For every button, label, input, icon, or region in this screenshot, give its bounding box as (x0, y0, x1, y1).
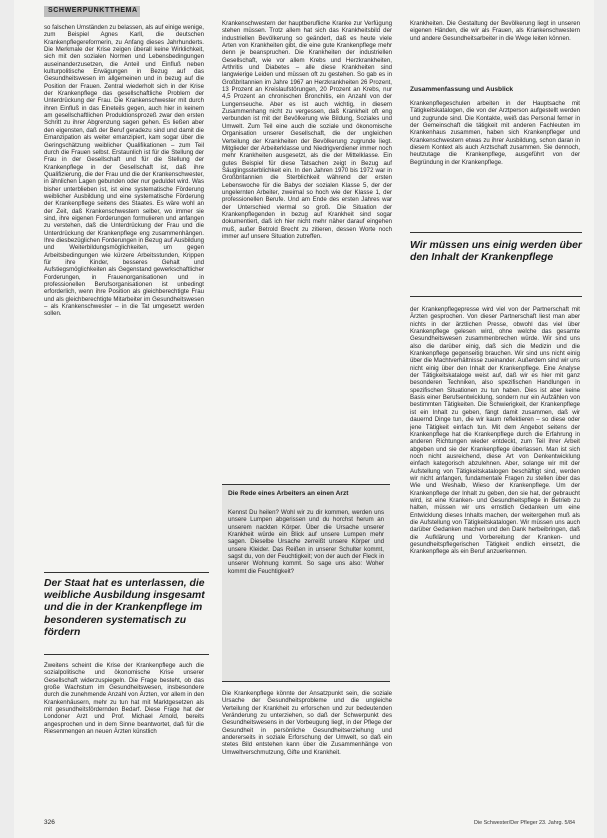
journal-citation: Die Schwester/Der Pfleger 23. Jahrg. 5/84 (474, 820, 575, 826)
column-2b-text (222, 690, 392, 815)
pull-quote-2-bottom-rule (410, 296, 582, 297)
subheading-summary: Zusammenfassung und Ausblick (410, 86, 514, 93)
column-3c-text (410, 306, 580, 811)
column-1-text (44, 24, 204, 564)
column-2-paragraph: Krankenschwestern der hauptberufliche Kranke zur Verfügung stehen müssen. Trotz allem hat sich das Krankheitsbild der industriellen Bevölkerung so geändert, daß es heute viele Arten von Krankheiten gibt, die eine gute Krankenpflege mehr denn je beanspruchen. Die Krankheiten der industriellen Gesellschaft, wie vor allem Krebs und Herzkrankheiten, Arthritis und Diabetes – alle diese Krankheiten sind langwierige Leiden und müssen oft zu gestehen. So gab es in Großbritannien im Jahre 1967 an Herzkrankheiten 26 Prozent, 13 Prozent an Kreislaufstörungen, 20 Prozent an Krebs, nur 4,5 Prozent an chronischen Bronchitis, ein Anzahl von der Lungenseuche. Aber es ist auch wichtig, in diesem Zusammenhang nicht zu vergessen, daß Krankheit oft eng verbunden ist mit der Bevölkerung wie Bildung, Soziales und Umwelt. Zum Teil eine auch die soziale und ökonomische Organisation unserer Gesellschaft, die der ungleichen Verteilung der Krankheiten der Bevölkerung zugrunde liegt. Mitglieder der Arbeiterklasse und Niedrigverdiener immer noch mehr Krankheiten ausgesetzt, als die der Mittelklasse. Ein gutes Beispiel für diese Tatsachen zeigt in Bezug auf Säuglingssterblichkeit ein. In den Jahren 1970 bis 1972 war in Großbritannien die Sterblichkeit während der ersten Lebenswoche für die Babys der sozialen Klasse 5, der der ungelernten Arbeiter, zweimal so hoch wie der Klasse 1, der professionellen Berufe. Und am Ende des ersten Jahres war der Unterschied viermal so groß. Die Situation der Krankenpflegenden in bezug auf Krankheit sind sogar dokumentiert, daß ich hier nicht mehr näher darauf eingehen muß, außer Betrold Brecht zu zitieren, dessen Worte noch immer auf unsere Situation zutreffen. (222, 20, 392, 240)
pull-quote-2: Wir müssen uns einig werden über den Inhalt der Krankenpflege (410, 240, 582, 264)
pull-quote-1: Der Staat hat es unterlassen, die weibliche Ausbildung insgesamt und die in der Krankenpflege im besonderen systematisch zu fördern (44, 578, 205, 638)
section-label: SCHWERPUNKTTHEMA (48, 7, 138, 14)
column-1-paragraph: so falschen Umständen zu belassen, als auf einige wenige, zum Beispiel Agnes Karll, die deutschen Krankenpflegereformerin, zu Anfang dieses Jahrhunderts. Die Merkmale der Krise zeigen überall keine Wirklichkeit, sich mit den sozialen Normen und Lebensbedingungen auseinanderzusetzen, die Anteil und Einfluß neben kulturpolitische Erwägungen in Bezug auf das Gesundheitswesen im allgemeinen und in bezug auf die Position der Frauen. Zentral wiederholt sich in der Krise der Krankenpflege das gesellschaftliche Problem der Unterdrückung der Frau. Die Krankenschwester mit durch ihren Einfluß in das Eineteils gegen, auch hier in keinem am gesellschaftlichen Produktionsprozeß zwar den ersten Schritt zu ihrer Abgrenzung sagen gehen. Es ließen aber den eigensten, daß der Beruf geradezu sind und damit die Emanzipation als weiter emanzipiert, kam sogar über die Geringschätzung weiblicher Qualifikationen – zum Teil durch die Frauen selbst. Erstaunlich ist für die Stellung der Frau in der Gesellschaft und für die Stellung der Krankenpflege in der Gesellschaft ist, daß ihre Qualifizierung, die der Frau und die der Krankenschwester, in ähnlichen Lagen gebunden oder nur geduldet wird. Was bisher unterblieben ist, ist eine systematische Förderung weiblicher Ausbildung und eine systematische Förderung der Krankenpflege seitens des Staates. Es wäre wohl an der Zeit, daß Krankenschwestern selber, wo immer sie sind, ihre eigenen Forderungen formulieren und anfangen zu verstehen, daß die Unterdrückung der Frau und die Unterdrückung der Krankenpflege eng zusammenhängen. Ihre diesbezüglichen Forderungen in Bezug auf Ausbildung und Weiterbildungsmöglichkeiten, um gegen Arbeitsbedingungen wie kürzere Arbeitsstunden, Krippen für ihre Kinder, besseres Gehalt und Aufstiegsmöglichkeiten als Gegenstand gewerkschaftlicher Forderungen, in Frauenorganisationen und in professionellen Berufsorganisationen ist unbedingt erforderlich, wenn ihre Position als gleichberechtigte Frau und als gleichberechtigte Mitarbeiter im Gesundheitswesen – als Krankenschwester – in die Tat umgesetzt werden sollen. (44, 24, 204, 318)
pull-quote-2-top-rule (410, 232, 582, 233)
column-3a-paragraph: Krankheiten. Die Gestaltung der Bevölkerung liegt in unseren eigenen Händen, die wir als Frauen, als Krankenschwestern und andere Gesundheitsarbeiter in die Wege leiten können. (410, 20, 580, 42)
column-3a-text (410, 20, 580, 75)
magazine-page (14, 0, 594, 838)
column-1b-text (44, 662, 204, 812)
column-3b-paragraph: Krankenpflegeschulen arbeiten in der Hauptsache mit Tätigkeitskatalogen, die von der Arztperson aufgestellt werden und zugrunde sind. Die Kontakte, weiß das Personal ferner in der Gemeinschaft die tätigkeit mit anderen Fachleuten im Krankenhaus zusammen, haben sich Krankenpfleger und Krankenschwestern etwas zu ihrer Ausbildung, schon daran in diesem Kontext als auch Arztschaft zusammen. Sie dennoch, heutzutage die Krankenpflege, ausgeführt von der Begründung in der Krankenpflege. (410, 100, 580, 166)
column-2b-paragraph: Die Krankenpflege könnte der Ansatzpunkt sein, die soziale Ursache der Gesundheitsprobleme und die ungleiche Verteilung der Krankheit zu erforschen und zur bedeutenden Veränderung zu unterziehen, so daß der Schwerpunkt des Gesundheitswesens in der Vorbeugung liegt, in der Pflege der Gesundheit in persönliche Gesundheitserziehung und andererseits in soziale Erforschung der Umwelt, so daß ein stetes Bild entstehen kann über die Zusammenhänge von Umweltverschmutzung, Gifte und Krankheit. (222, 690, 392, 756)
column-3b-text (410, 100, 580, 218)
poem-box-text: Kennst Du heilen? Wohl wir zu dir kommen, werden uns unsere Lumpen abgerissen und du horchst herum an unserem nackten Körper. Über die Ursache unserer Krankheit würde ein Blick auf unsere Lumpen mehr sagen. Dieselbe Ursache zerreißt unsere Körper und unsere Kleider. Das Reißen in unserer Schulter kommt, sagst du, von der Feuchtigkeit; von der auch der Fleck in unserer Wohnung kommt. So sage uns also: Woher kommt die Feuchtigkeit? (228, 509, 384, 575)
poem-box-title: Die Rede eines Arbeiters an einen Arzt (228, 490, 349, 497)
column-2-text (222, 20, 392, 475)
column-1b-paragraph: Zweitens scheint die Krise der Krankenpflege auch die sozialpolitische und ökonomische Krise unserer Gesellschaft widerzuspiegeln. Die Frage besteht, ob das große Wachstum im Gesundheitswesen, insbesondere durch die zunehmende Anzahl von Ärzten, vor allem in den Krankenhäusern, mehr zu tun hat mit Marktgesetzen als mit gesundheitsfördernden Bedarf. Diese Frage hat der Londoner Arzt und Prof. Michael Arnold, bereits angesprochen und in dem Sinne beantwortet, daß für die Riesenmengen an neuen Ärzten künstlich (44, 662, 204, 736)
page-number: 326 (44, 819, 55, 826)
pull-quote-1-top-rule (44, 572, 209, 573)
pull-quote-1-bottom-rule (44, 654, 209, 655)
column-3c-paragraph: der Krankenpflegepresse wird viel von der Partnerschaft mit Ärzten gesprochen. Von dieser Partnerschaft liest man aber nichts in der ärztlichen Presse, obwohl das viel über Krankenpflege gelesen wird, ohne welche das gesamte Gesundheitswesen zusammenbrechen würde. Wir sind uns also die darüber einig, daß sich die Medizin und die Krankenpflege gegenseitig brauchen. Wir sind uns nicht einig über die Machtverhältnisse zueinander. Außerdem sind wir uns nicht einig über den Inhalt der Krankenpflege. Eine Analyse der Tätigkeitskataloge weist auf, daß wir es hier mit ganz besonderen Techniken, also spezifischen Handlungen in spezifischen Situationen zu tun haben. Dies ist aber keine Basis einer Berufsentwicklung, sondern nur ein Aufzählen von bestimmten Tätigkeiten. Die Schwierigkeit, der Krankenpflege ist ein Inhalt zu geben, fängt damit zusammen, daß wir dauernd Dinge tun, die wir kaum reflektieren – so diese oder jene Tätigkeit einfach tun. Mit dem Angebot seitens der Krankenpflege hat die Krankenpflege durch die Erfahrung in anderen Richtungen wieder entdeckt, zum Teil ihrer Arbeit abgeben und sie der Krankenpflege überlassen. Man ist sich noch nicht ausreichend, diese Art von Denkentwicklung einfach kategorisch abzulehnen. Aber, solange wir mit der Aufstellung von Tätigkeitskatalogen beschäftigt sind, werden wir nicht anfangen, fundamentale Fragen zu stellen über das Wie und Weshalb, Wieso der Krankenpflege. Um der Krankenpflege der Inhalt zu geben, den sie hat, der gebraucht wird, ist eine Kranken- und Gesundheitspflege in Betrieb zu halten, müssen wir uns ernstlich Gedanken um eine Entwicklung dieses Inhalts machen, der weitergehen muß als die Aufstellung von Tätigkeitskatalogen. Wir müssen uns auch darüber Gedanken machen und den Dank herbeibringen, daß die Aufklärung und Vorbereitung der Kranken- und gesundheitspflegerischen Tätigkeit endlich einsetzt, die Krankenpflege als ein Beruf anzuerkennen. (410, 306, 580, 556)
poem-box (222, 484, 390, 682)
